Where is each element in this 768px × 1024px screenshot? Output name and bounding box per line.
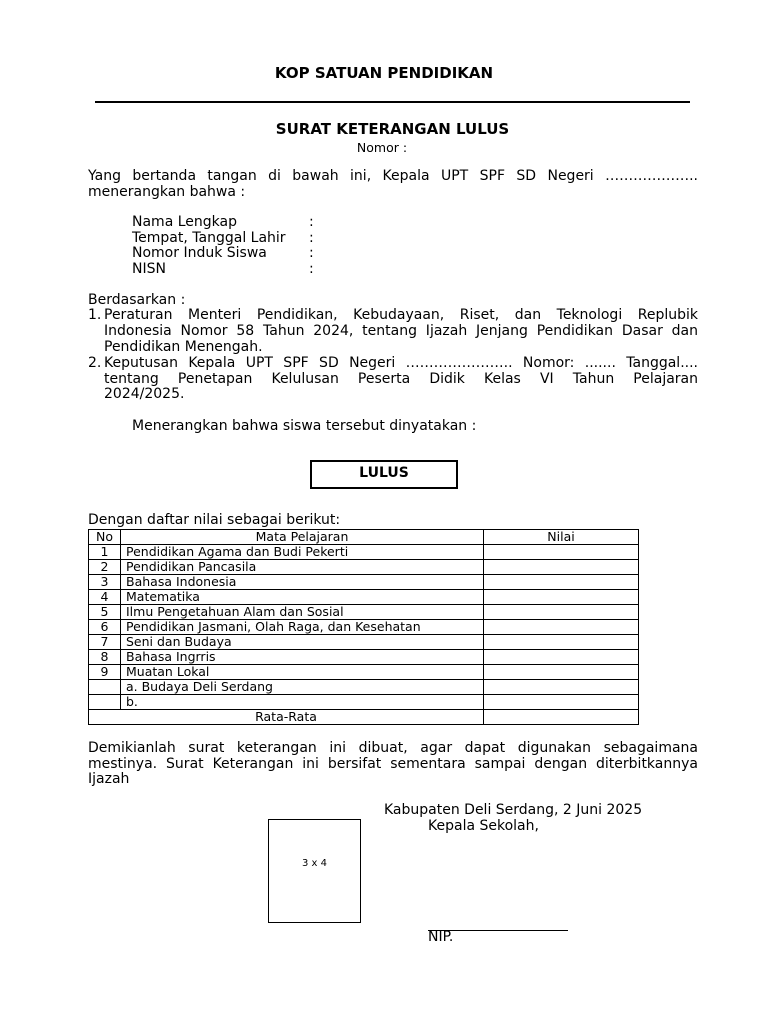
row-number (89, 680, 121, 695)
basis-item-number: 1. (88, 307, 102, 323)
basis-item-number: 2. (88, 355, 102, 371)
column-header-subject: Mata Pelajaran (121, 530, 484, 545)
table-row (89, 620, 639, 635)
closing-line-2: mestinya. Surat Keterangan ini bersifat sementara sampai dengan diterbitkannya (88, 756, 698, 772)
field-colon: : (309, 245, 314, 261)
signature-nip: NIP. (428, 929, 454, 945)
table-row (89, 575, 639, 590)
row-value (484, 545, 639, 560)
row-subject: Pendidikan Agama dan Budi Pekerti (121, 545, 484, 560)
row-subject: Pendidikan Jasmani, Olah Raga, dan Kesehatan (121, 620, 484, 635)
signature-place-date: Kabupaten Deli Serdang, 2 Juni 2025 (384, 802, 643, 818)
document-title: SURAT KETERANGAN LULUS (275, 120, 510, 138)
basis-item-2-line-1: Keputusan Kepala UPT SPF SD Negeri ………………….. Nomor: ....... Tanggal.... (104, 355, 698, 371)
row-subject: a. Budaya Deli Serdang (121, 680, 484, 695)
row-subject: Seni dan Budaya (121, 635, 484, 650)
row-value (484, 620, 639, 635)
field-colon: : (309, 230, 314, 246)
basis-item-1-line-1: Peraturan Menteri Pendidikan, Kebudayaan, Riset, dan Teknologi Replubik (104, 307, 698, 323)
row-number: 2 (89, 560, 121, 575)
row-value (484, 575, 639, 590)
table-intro: Dengan daftar nilai sebagai berikut: (88, 512, 341, 528)
letterhead-title: KOP SATUAN PENDIDIKAN (274, 64, 494, 82)
row-number: 1 (89, 545, 121, 560)
field-label-name: Nama Lengkap (132, 214, 237, 230)
signature-role: Kepala Sekolah, (428, 818, 539, 834)
row-number: 4 (89, 590, 121, 605)
row-number: 3 (89, 575, 121, 590)
table-row (89, 635, 639, 650)
basis-item-2-line-2: tentang Penetapan Kelulusan Peserta Didik Kelas VI Tahun Pelajaran (104, 371, 698, 387)
row-value (484, 635, 639, 650)
table-row (89, 545, 639, 560)
row-value (484, 560, 639, 575)
row-subject: b. (121, 695, 484, 710)
table-header-row (89, 530, 639, 545)
row-value (484, 695, 639, 710)
row-subject: Bahasa Ingrris (121, 650, 484, 665)
document-number: Nomor : (356, 140, 408, 155)
row-subject: Muatan Lokal (121, 665, 484, 680)
photo-size-label: 3 x 4 (302, 858, 327, 869)
intro-line-2: menerangkan bahwa : (88, 184, 246, 200)
row-value (484, 680, 639, 695)
basis-item-1-line-3: Pendidikan Menengah. (104, 339, 263, 355)
row-number: 8 (89, 650, 121, 665)
statement-text: Menerangkan bahwa siswa tersebut dinyatakan : (132, 418, 477, 434)
column-header-no: No (89, 530, 121, 545)
row-subject: Bahasa Indonesia (121, 575, 484, 590)
row-value (484, 590, 639, 605)
row-value (484, 650, 639, 665)
row-subject: Matematika (121, 590, 484, 605)
basis-heading: Berdasarkan : (88, 292, 186, 308)
table-row (89, 590, 639, 605)
row-value (484, 605, 639, 620)
grades-table (88, 529, 639, 725)
column-header-value: Nilai (484, 530, 639, 545)
letterhead-divider (95, 101, 690, 103)
basis-item-2-line-3: 2024/2025. (104, 386, 185, 402)
average-value (484, 710, 639, 725)
table-row (89, 665, 639, 680)
table-body (89, 545, 639, 710)
table-row (89, 680, 639, 695)
table-row (89, 650, 639, 665)
row-number (89, 695, 121, 710)
field-colon: : (309, 214, 314, 230)
closing-line-3: Ijazah (88, 771, 130, 787)
row-number: 6 (89, 620, 121, 635)
closing-line-1: Demikianlah surat keterangan ini dibuat, agar dapat digunakan sebagaimana (88, 740, 698, 756)
average-row (89, 710, 639, 725)
table-row (89, 560, 639, 575)
row-value (484, 665, 639, 680)
basis-item-1-line-2: Indonesia Nomor 58 Tahun 2024, tentang Ijazah Jenjang Pendidikan Dasar dan (104, 323, 698, 339)
intro-line-1: Yang bertanda tangan di bawah ini, Kepala UPT SPF SD Negeri ……………….. (88, 168, 698, 184)
field-label-nis: Nomor Induk Siswa (132, 245, 267, 261)
result-label: LULUS (359, 465, 409, 481)
table-row (89, 605, 639, 620)
row-number: 5 (89, 605, 121, 620)
row-subject: Pendidikan Pancasila (121, 560, 484, 575)
field-colon: : (309, 261, 314, 277)
row-number: 9 (89, 665, 121, 680)
average-label: Rata-Rata (89, 710, 484, 725)
row-number: 7 (89, 635, 121, 650)
table-row (89, 695, 639, 710)
field-label-birth: Tempat, Tanggal Lahir (132, 230, 286, 246)
field-label-nisn: NISN (132, 261, 166, 277)
row-subject: Ilmu Pengetahuan Alam dan Sosial (121, 605, 484, 620)
